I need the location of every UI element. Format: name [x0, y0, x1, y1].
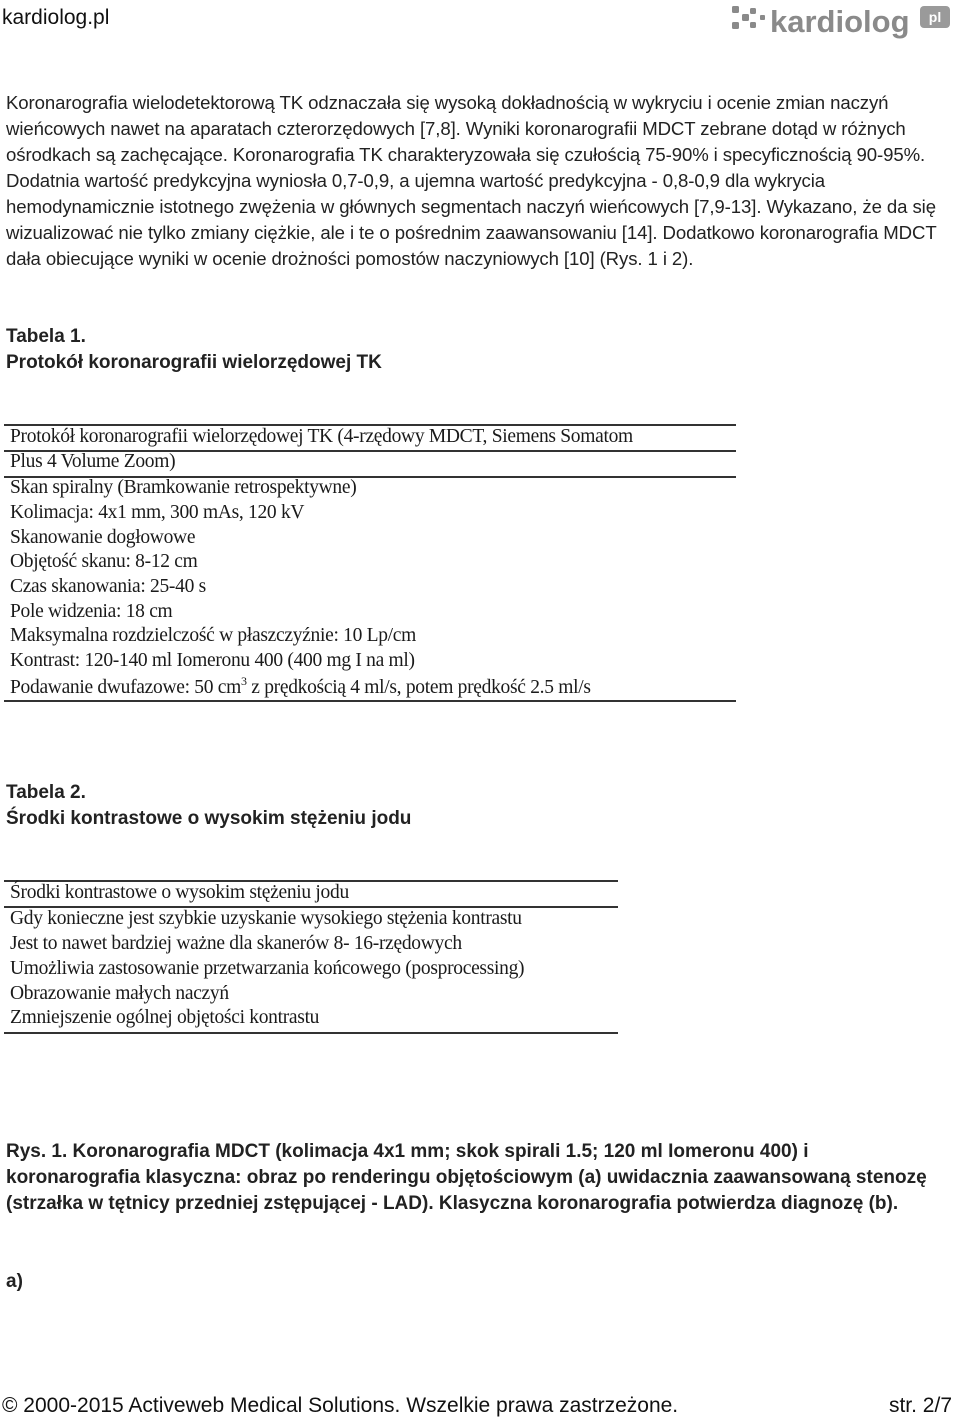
table1-label: Tabela 1. — [6, 326, 86, 347]
table1-last-row-sup: 3 — [241, 674, 247, 688]
table2-caption — [6, 780, 411, 832]
table1-row: Maksymalna rozdzielczość w płaszczyźnie: 10 Lp/cm — [10, 625, 417, 646]
table2-row: Umożliwia zastosowanie przetwarzania końcowego (posprocessing) — [10, 958, 525, 979]
table1-bottom-rule — [4, 700, 736, 702]
table1-title: Protokół koronarografii wielorzędowej TK — [6, 352, 382, 373]
table1-row: Objętość skanu: 8-12 cm — [10, 551, 198, 572]
table1-row: Plus 4 Volume Zoom) — [10, 451, 176, 472]
table1-row: Kolimacja: 4x1 mm, 300 mAs, 120 kV — [10, 502, 305, 523]
table1-caption — [6, 324, 382, 376]
figure-caption: Rys. 1. Koronarografia MDCT (kolimacja 4x1 mm; skok spirali 1.5; 120 ml Iomeronu 400) i koronarografia klasyczna: obraz po renderingu objętościowym (a) uwidacznia zaawansowaną stenozę (strzałka w tętnicy przedniej zstępującej - LAD). Klasyczna koronarografia potwierdza diagnozę (b). — [6, 1141, 927, 1214]
table2-row: Zmniejszenie ogólnej objętości kontrastu — [10, 1007, 320, 1028]
page-number: str. 2/7 — [888, 1394, 952, 1417]
logo-graphic — [732, 2, 954, 44]
table1-last-row-start: Podawanie dwufazowe: 50 cm — [10, 677, 241, 698]
table1-row-last — [10, 674, 591, 699]
table1 — [4, 424, 736, 702]
table2-row: Jest to nawet bardziej ważne dla skanerów 8- 16-rzędowych — [10, 933, 462, 954]
table1-row: Czas skanowania: 25-40 s — [10, 576, 206, 597]
logo-text: kardiolog — [770, 4, 910, 39]
footer-copyright: © 2000-2015 Activeweb Medical Solutions. Wszelkie prawa zastrzeżone. — [2, 1394, 679, 1417]
table2-label: Tabela 2. — [6, 782, 86, 803]
table1-row: Skan spiralny (Bramkowanie retrospektywne) — [10, 477, 357, 498]
table1-row: Skanowanie dogłowowe — [10, 527, 196, 548]
logo-badge: pl — [928, 9, 942, 25]
table2-title: Środki kontrastowe o wysokim stężeniu jodu — [6, 808, 412, 829]
table2 — [4, 880, 618, 1034]
site-name: kardiolog.pl — [2, 6, 110, 29]
figure-sub-label: a) — [6, 1271, 23, 1292]
table2-row: Środki kontrastowe o wysokim stężeniu jodu — [10, 882, 349, 903]
table1-row: Protokół koronarografii wielorzędowej TK (4-rzędowy MDCT, Siemens Somatom — [10, 426, 633, 447]
logo-dots-icon — [732, 6, 765, 29]
table2-row: Obrazowanie małych naczyń — [10, 983, 229, 1004]
table1-row: Pole widzenia: 18 cm — [10, 601, 173, 622]
table2-bottom-rule — [4, 1032, 618, 1034]
table1-row: Kontrast: 120-140 ml Iomeronu 400 (400 mg I na ml) — [10, 650, 415, 671]
kardiolog-logo — [732, 2, 954, 44]
table2-row: Gdy konieczne jest szybkie uzyskanie wysokiego stężenia kontrastu — [10, 908, 522, 929]
table1-last-row-end: z prędkością 4 ml/s, potem prędkość 2.5 ml/s — [246, 677, 591, 698]
intro-paragraph: Koronarografia wielodetektorową TK odznaczała się wysoką dokładnością w wykryciu i ocenie zmian naczyń wieńcowych nawet na aparatach czterorzędowych [7,8]. Wyniki koronarografii MDCT zebrane dotąd w różnych ośrodkach są zachęcające. Koronarografia TK charakteryzowała się czułością 75-90% i specyficznością 90-95%. Dodatnia wartość predykcyjna wyniosła 0,7-0,9, a ujemna wartość predykcyjna - 0,8-0,9 dla wykrycia hemodynamicznie istotnego zwężenia w głównych segmentach naczyń wieńcowych [7,9-13]. Wykazano, że da się wizualizować nie tylko zmiany ciężkie, ale i te o pośrednim zaawansowaniu [14]. Dodatkowo koronarografia MDCT dała obiecujące wyniki w ocenie drożności pomostów naczyniowych [10] (Rys. 1 i 2). — [6, 92, 937, 269]
